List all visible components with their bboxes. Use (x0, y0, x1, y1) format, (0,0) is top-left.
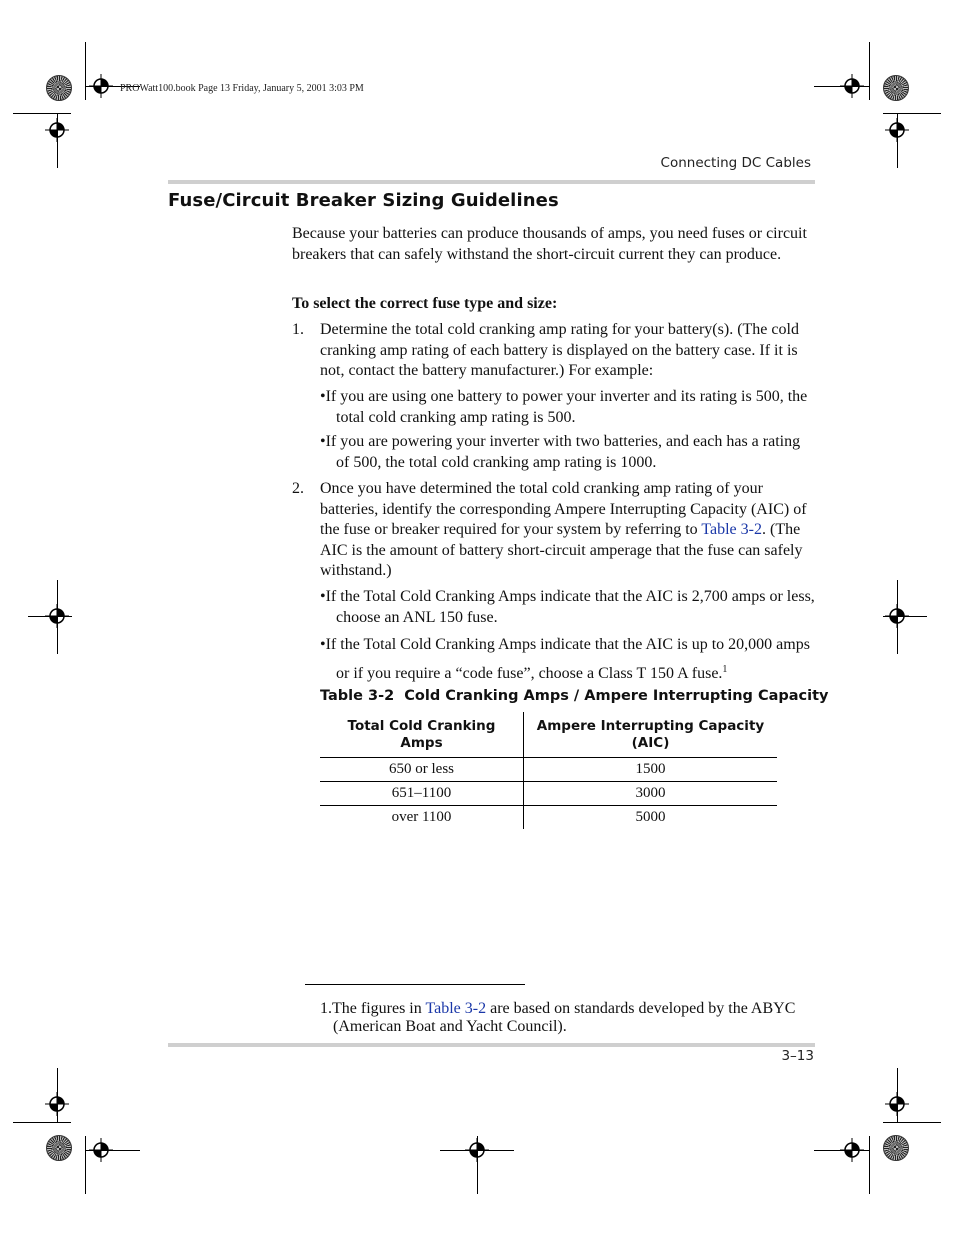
crop-mark (13, 1122, 71, 1123)
cranking-amps-table (320, 712, 777, 829)
footer-rule (168, 1043, 815, 1047)
header-rule (168, 180, 815, 184)
table-row (320, 758, 777, 782)
table-reference-link[interactable]: Table 3-2 (701, 521, 762, 538)
table-cell: 5000 (635, 809, 666, 825)
step-number: 1. (292, 321, 304, 338)
step-text: Determine the total cold cranking amp rating for your battery(s). (The cold cranking amp rating of each battery is displayed on the battery case. If it is not, contact the battery manufacturer.) For example: (320, 321, 799, 379)
table-reference-link[interactable]: Table 3-2 (425, 1000, 487, 1017)
table-title: Cold Cranking Amps / Ampere Interrupting Capacity (404, 688, 829, 704)
bullet-text: •If the Total Cold Cranking Amps indicate that the AIC is up to 20,000 amps or if you require a “code fuse”, choose a Class T 150 A fuse. (320, 636, 810, 682)
calibration-disc-icon (46, 75, 72, 101)
table-cell: over 1100 (320, 806, 524, 830)
crop-mark (13, 113, 71, 114)
page-number: 3–13 (781, 1048, 814, 1064)
table-cell: 651–1100 (320, 782, 524, 806)
table-header-row (320, 712, 777, 758)
bullet-item (320, 632, 816, 686)
registration-target-icon (45, 118, 69, 142)
column-header: Ampere Interrupting Capacity (AIC) (524, 712, 778, 758)
registration-target-icon (45, 604, 69, 628)
bullet-item: •If the Total Cold Cranking Amps indicate that the AIC is 2,700 amps or less, choose an ANL 150 fuse. (320, 588, 815, 626)
registration-target-icon (840, 1138, 864, 1162)
step-text-part: Once you have determined the total cold cranking amp rating of your batteries, identify the corresponding Ampere Interrupting Capacity (AIC) of the fuse or breaker required for your system by referring to (320, 480, 807, 538)
registration-target-icon (885, 118, 909, 142)
table-row (320, 782, 777, 806)
table-row (320, 806, 777, 830)
bullet-item: •If you are using one battery to power your inverter and its rating is 500, the total cold cranking amp rating is 500. (320, 388, 808, 426)
step-text (320, 479, 816, 582)
intro-paragraph: Because your batteries can produce thousands of amps, you need fuses or circuit breakers that can safely withstand the short-circuit current they can produce. (292, 225, 807, 263)
registration-target-icon (89, 1138, 113, 1162)
crop-mark (869, 1136, 870, 1194)
calibration-disc-icon (883, 75, 909, 101)
table-caption (320, 688, 829, 704)
calibration-disc-icon (883, 1135, 909, 1161)
table-cell: 650 or less (320, 758, 524, 782)
registration-target-icon (89, 74, 113, 98)
column-header: Total Cold Cranking Amps (320, 712, 524, 758)
footnote-rule (305, 984, 525, 985)
registration-target-icon (45, 1092, 69, 1116)
registration-target-icon (465, 1138, 489, 1162)
registration-target-icon (885, 1092, 909, 1116)
registration-target-icon (840, 74, 864, 98)
step-number: 2. (292, 480, 304, 497)
procedure-title: To select the correct fuse type and size: (292, 295, 558, 312)
crop-mark (869, 42, 870, 100)
running-header: Connecting DC Cables (660, 155, 811, 171)
file-info: PROWatt100.book Page 13 Friday, January 5, 2001 3:03 PM (120, 83, 364, 94)
footnote (320, 1000, 813, 1036)
section-heading: Fuse/Circuit Breaker Sizing Guidelines (168, 190, 559, 211)
registration-target-icon (885, 604, 909, 628)
table-label: Table 3-2 (320, 688, 395, 704)
table-cell: 3000 (524, 782, 778, 806)
crop-mark (85, 42, 86, 100)
step-text-part: . (The AIC is the amount of battery short-circuit amperage that the fuse can safely withstand.) (320, 521, 803, 579)
footnote-text: are based on standards developed by the ABYC (American Boat and Yacht Council). (333, 1000, 796, 1035)
footnote-number: 1. (320, 1000, 332, 1017)
crop-mark (883, 113, 941, 114)
crop-mark (85, 1136, 86, 1194)
calibration-disc-icon (46, 1135, 72, 1161)
crop-mark (883, 1122, 941, 1123)
bullet-item: •If you are powering your inverter with two batteries, and each has a rating of 500, the total cold cranking amp rating is 1000. (320, 433, 801, 471)
table-cell: 1500 (524, 758, 778, 782)
footnote-text: The figures in (332, 1000, 426, 1017)
footnote-reference[interactable]: 1 (722, 664, 728, 675)
